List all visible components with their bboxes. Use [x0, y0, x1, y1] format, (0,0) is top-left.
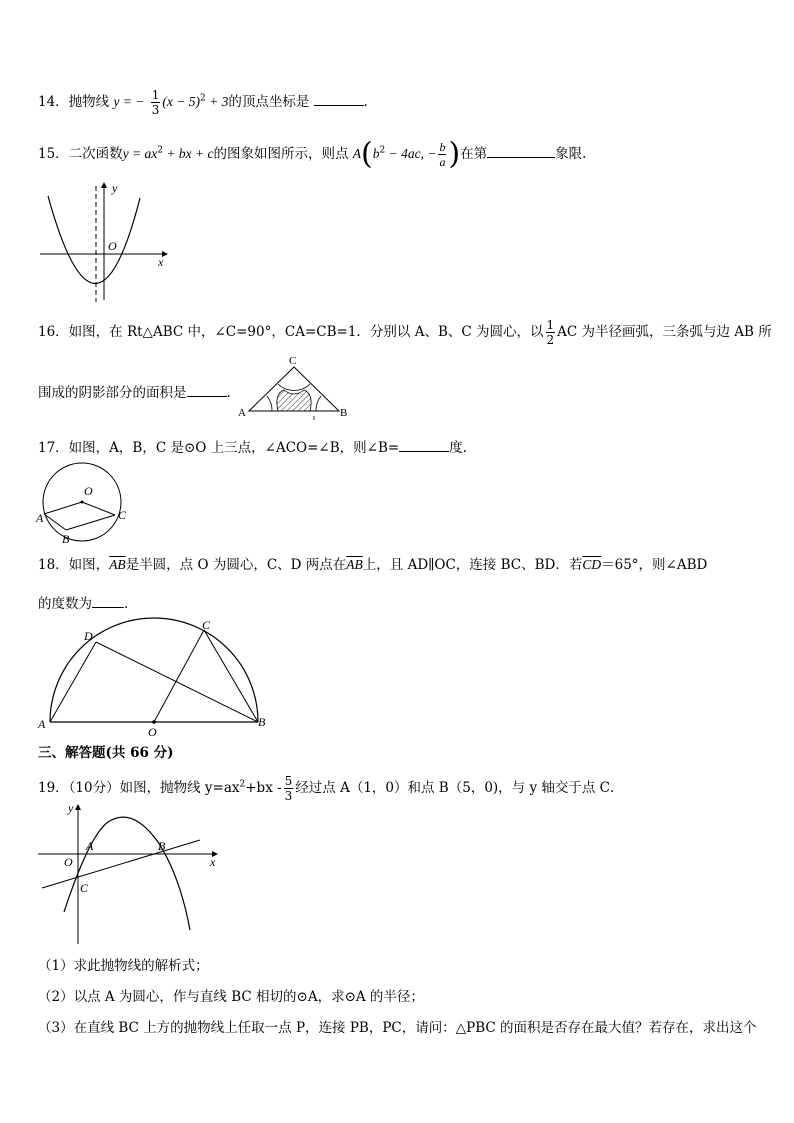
fig19-origin-label: O	[64, 855, 73, 869]
q15-right-paren: )	[448, 136, 461, 172]
fig18-oc	[154, 630, 204, 722]
q16-line1-b: AC 为半径画弧，三条弧与边 AB 所	[557, 324, 772, 340]
q14-formula-end: + 3	[205, 94, 229, 109]
q14-suffix: 的顶点坐标是	[228, 94, 310, 110]
q18-line1-c: 上，且 AD∥OC，连接 BC、BD．若	[362, 557, 583, 573]
fig17-label-a: A	[36, 511, 44, 525]
fig18-ad	[50, 642, 96, 722]
fig17-oc	[82, 502, 115, 515]
q15-formula: y = ax	[122, 146, 158, 161]
question-15	[38, 136, 587, 172]
q19-subquestion-3	[38, 1019, 757, 1037]
q18-arc1: $\overline{AB}$	[109, 557, 126, 572]
fig17-label-c: C	[118, 508, 127, 522]
fig19-x-label: x	[210, 855, 216, 869]
question-16-line-2	[38, 382, 231, 402]
q15-answer-blank[interactable]	[487, 143, 555, 158]
fig18-label-d: D	[84, 629, 93, 643]
q19-prefix: 19．（10分）如图，抛物线 y=ax	[38, 780, 240, 796]
fig17-bc	[66, 515, 115, 530]
question-18-line-1	[38, 556, 707, 574]
question-17	[38, 437, 467, 457]
q15-inner1: b	[372, 146, 380, 161]
question-19	[38, 774, 624, 803]
q15-point: A	[352, 146, 362, 161]
q14-frac-den: 3	[151, 103, 160, 117]
fig19-label-b: B	[158, 839, 166, 853]
q15-inner2: − 4ac, −	[385, 146, 437, 161]
fig16-label-b: B	[340, 407, 348, 419]
q15-sup: 2	[157, 145, 164, 156]
q16-end: .	[226, 385, 231, 401]
q16-answer-blank[interactable]	[187, 382, 227, 397]
q15-mid: 的图象如图所示，则点	[213, 146, 349, 162]
fig19-parabola-curve	[64, 817, 190, 930]
fig18-label-a: A	[38, 717, 46, 731]
q15-suffix: 在第	[460, 146, 488, 162]
q17-answer-blank[interactable]	[399, 437, 449, 452]
q19-sub2: （2）以点 A 为圆心，作与直线 BC 相切的⊙A，求⊙A 的半径；	[38, 989, 424, 1005]
fig19-y-label: y	[68, 801, 74, 815]
fig16-arc-b	[316, 396, 321, 411]
fig15-y-label: y	[112, 181, 118, 195]
q18-answer-blank[interactable]	[92, 593, 124, 608]
fig18-label-b: B	[258, 715, 266, 729]
q14-answer-blank[interactable]	[314, 91, 364, 106]
q19-frac-num: 5	[284, 774, 293, 788]
q19-frac-den: 3	[284, 789, 293, 803]
figure-17-circle	[34, 462, 134, 546]
section-3-title: 三、解答题(共 66 分)	[38, 745, 174, 761]
section-3-heading	[38, 744, 173, 762]
q16-line1-a: 16．如图，在 Rt△ABC 中，∠C=90°，CA=CB=1．分别以 A、B、C 为圆心，以	[38, 324, 544, 340]
q17-text: 17．如图，A，B，C 是⊙O 上三点，∠ACO=∠B，则∠B=	[38, 440, 400, 456]
q19-sup: 2	[239, 779, 246, 790]
q19-subquestion-1	[38, 957, 209, 975]
q17-end: 度.	[449, 440, 467, 456]
q14-sup: 2	[199, 93, 206, 104]
fig16-shaded-region	[277, 390, 311, 411]
fig19-label-a: A	[86, 839, 94, 853]
q16-line2: 围成的阴影部分的面积是	[38, 385, 187, 401]
q15-left-paren: (	[361, 136, 373, 172]
figure-16-triangle	[236, 354, 356, 426]
q14-prefix: 14．抛物线	[38, 94, 110, 110]
q16-frac-den: 2	[546, 333, 555, 347]
fig15-y-arrow	[101, 182, 107, 188]
fig17-ab	[44, 514, 66, 530]
fig16-arc-c	[278, 384, 310, 390]
q18-end: .	[124, 596, 129, 612]
q18-line2: 的度数为	[38, 596, 92, 612]
q15-end: 象限.	[555, 146, 587, 162]
fig18-label-c: C	[202, 618, 211, 632]
fig15-origin-label: O	[108, 239, 117, 253]
figure-18-semicircle	[34, 616, 274, 740]
fig15-x-label: x	[158, 255, 164, 269]
q15-frac-den: a	[439, 155, 446, 169]
q14-formula-lhs: y = −	[113, 94, 145, 109]
fig17-label-b: B	[62, 532, 70, 546]
fig17-label-o: O	[84, 484, 93, 498]
fig19-label-c: C	[80, 881, 89, 895]
q19-suffix: 经过点 A（1，0）和点 B（5，0)，与 y 轴交于点 C．	[295, 780, 624, 796]
q19-sub1: （1）求此抛物线的解析式；	[38, 958, 209, 974]
q15-sup2: 2	[379, 145, 386, 156]
q18-arc2: $\overline{AB}$	[346, 557, 363, 572]
fig18-label-o: O	[148, 725, 157, 739]
q14-frac-num: 1	[151, 88, 160, 102]
q18-arc3: $\overline{CD}$	[582, 557, 602, 572]
fig16-label-a: A	[238, 407, 246, 419]
figure-15-parabola	[36, 180, 176, 305]
q18-line1-b: 是半圆，点 O 为圆心，C、D 两点在	[125, 557, 347, 573]
q19-fraction	[284, 774, 294, 803]
fig16-arc-a	[267, 396, 272, 411]
fig18-bd	[96, 642, 258, 722]
question-16-line-1	[38, 318, 772, 347]
fig16-label-c: C	[289, 355, 297, 367]
fig15-parabola-curve	[48, 196, 140, 284]
q14-fraction	[151, 88, 161, 117]
q14-formula-rhs: (x − 5)	[162, 94, 200, 109]
figure-19-parabola	[34, 800, 224, 948]
question-14	[38, 88, 368, 117]
fig19-y-arrow	[75, 804, 81, 810]
q19-mid: +bx -	[245, 780, 282, 796]
q14-end: .	[363, 94, 368, 110]
q16-fraction	[546, 318, 556, 347]
q15-frac-num: b	[439, 140, 446, 154]
fig17-oa	[44, 502, 82, 514]
q15-fraction	[438, 140, 446, 169]
q15-prefix: 15．二次函数	[38, 146, 123, 162]
question-18-line-2	[38, 593, 128, 613]
q19-subquestion-2	[38, 988, 424, 1006]
q16-frac-num: 1	[546, 318, 555, 332]
q18-line1-a: 18．如图，	[38, 557, 110, 573]
q18-line1-d: ＝65°，则∠ABD	[601, 557, 708, 573]
q15-formula-end: + bx + c	[163, 146, 214, 161]
q19-sub3: （3）在直线 BC 上方的抛物线上任取一点 P，连接 PB，PC，请问：△PBC 的面积是否存在最大值？若存在，求出这个	[38, 1020, 757, 1036]
